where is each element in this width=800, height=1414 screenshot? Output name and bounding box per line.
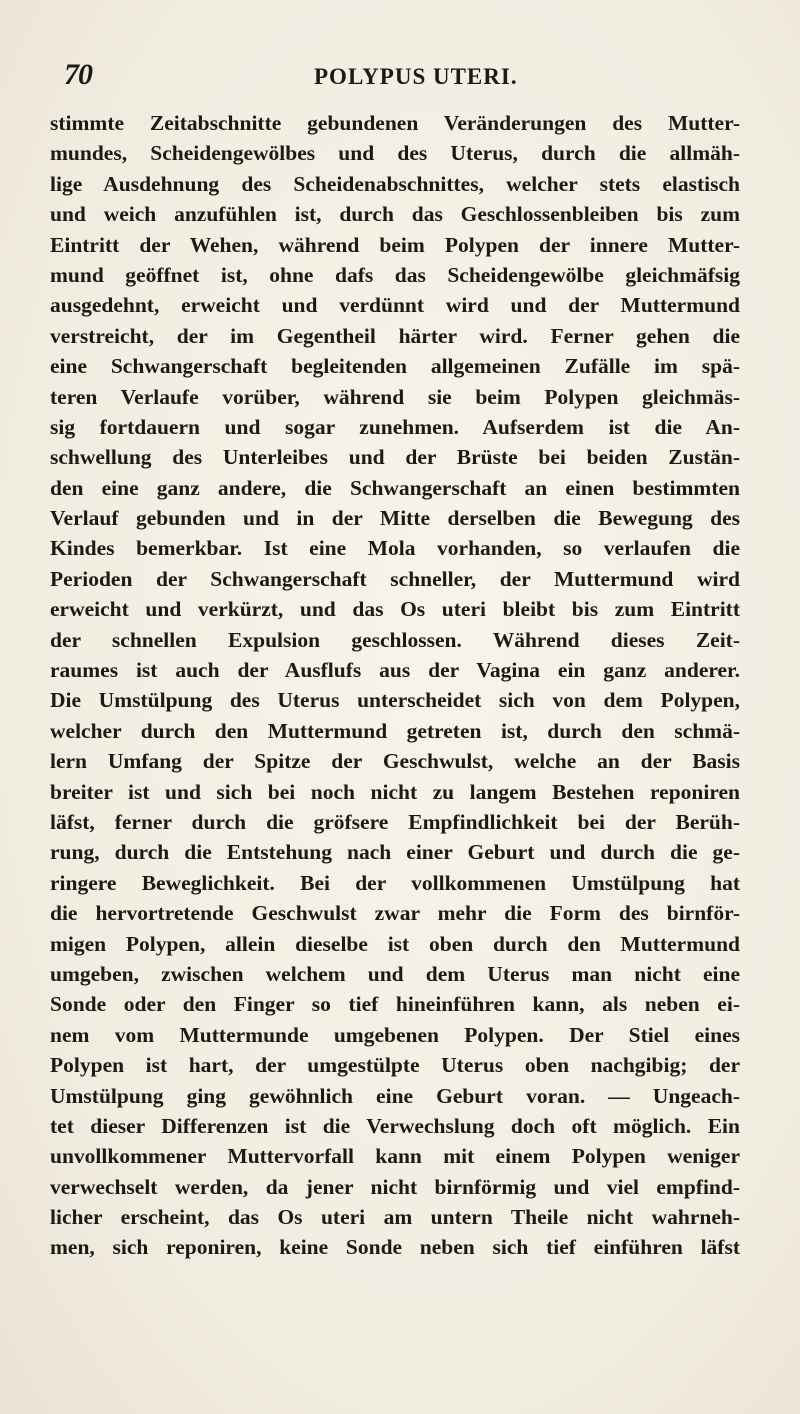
text-line: Polypen ist hart, der umgestülpte Uterus oben nachgibig; der <box>50 1053 740 1078</box>
text-line: umgeben, zwischen welchem und dem Uterus man nicht eine <box>50 961 740 986</box>
text-line: sig fortdauern und sogar zunehmen. Aufserdem ist die An- <box>50 414 740 439</box>
text-line: eine Schwangerschaft begleitenden allgemeinen Zufälle im spä- <box>50 354 740 379</box>
body-text <box>50 108 740 1263</box>
text-line: schwellung des Unterleibes und der Brüste bei beiden Zustän- <box>50 445 740 470</box>
text-line: mund geöffnet ist, ohne dafs das Scheidengewölbe gleichmäfsig <box>50 262 740 287</box>
text-line: ringere Beweglichkeit. Bei der vollkommenen Umstülpung hat <box>50 870 740 895</box>
text-line: Verlauf gebunden und in der Mitte derselben die Bewegung des <box>50 506 740 531</box>
text-line: Kindes bemerkbar. Ist eine Mola vorhanden, so verlaufen die <box>50 536 740 561</box>
text-line: welcher durch den Muttermund getreten ist, durch den schmä- <box>50 718 740 743</box>
text-line: teren Verlaufe vorüber, während sie beim Polypen gleichmäs- <box>50 384 740 409</box>
text-line: stimmte Zeitabschnitte gebundenen Veränderungen des Mutter- <box>50 111 740 135</box>
text-line: der schnellen Expulsion geschlossen. Während dieses Zeit- <box>50 627 740 652</box>
text-line: lern Umfang der Spitze der Geschwulst, welche an der Basis <box>50 749 740 774</box>
text-line: lige Ausdehnung des Scheidenabschnittes, welcher stets elastisch <box>50 171 740 196</box>
text-line: und weich anzufühlen ist, durch das Geschlossenbleiben bis zum <box>50 202 740 227</box>
text-line: raumes ist auch der Ausflufs aus der Vagina ein ganz anderer. <box>50 658 740 683</box>
text-line: tet dieser Differenzen ist die Verwechslung doch oft möglich. Ein <box>50 1113 740 1138</box>
text-line: Perioden der Schwangerschaft schneller, der Muttermund wird <box>50 566 740 591</box>
text-line: licher erscheint, das Os uteri am untern Theile nicht wahrneh- <box>50 1205 740 1230</box>
text-line: unvollkommener Muttervorfall kann mit einem Polypen weniger <box>50 1144 740 1169</box>
text-line: ausgedehnt, erweicht und verdünnt wird und der Muttermund <box>50 293 740 318</box>
text-line: erweicht und verkürzt, und das Os uteri bleibt bis zum Eintritt <box>50 597 740 622</box>
text-line: breiter ist und sich bei noch nicht zu langem Bestehen reponiren <box>50 779 740 804</box>
text-line: die hervortretende Geschwulst zwar mehr die Form des birnför- <box>50 901 740 926</box>
text-line: migen Polypen, allein dieselbe ist oben durch den Muttermund <box>50 931 740 956</box>
text-line: Umstülpung ging gewöhnlich eine Geburt voran. — Ungeach- <box>50 1083 740 1108</box>
text-line: Die Umstülpung des Uterus unterscheidet sich von dem Polypen, <box>50 688 740 713</box>
text-line: Sonde oder den Finger so tief hineinführen kann, als neben ei- <box>50 992 740 1017</box>
text-line: men, sich reponiren, keine Sonde neben sich tief einführen läfst <box>50 1235 740 1260</box>
text-line: den eine ganz andere, die Schwangerschaft an einen bestimmten <box>50 475 740 500</box>
text-line: verstreicht, der im Gegentheil härter wird. Ferner gehen die <box>50 323 740 348</box>
text-line: mundes, Scheidengewölbes und des Uterus, durch die allmäh- <box>50 141 740 166</box>
text-line: verwechselt werden, da jener nicht birnförmig und viel empfind- <box>50 1174 740 1199</box>
text-line: nem vom Muttermunde umgebenen Polypen. Der Stiel eines <box>50 1022 740 1047</box>
text-line: rung, durch die Entstehung nach einer Geburt und durch die ge- <box>50 840 740 865</box>
page-header <box>64 58 744 98</box>
page-number: 70 <box>64 58 92 91</box>
text-line: Eintritt der Wehen, während beim Polypen der innere Mutter- <box>50 232 740 257</box>
running-head: POLYPUS UTERI. <box>314 64 518 89</box>
text-line: läfst, ferner durch die gröfsere Empfindlichkeit bei der Berüh- <box>50 809 740 834</box>
